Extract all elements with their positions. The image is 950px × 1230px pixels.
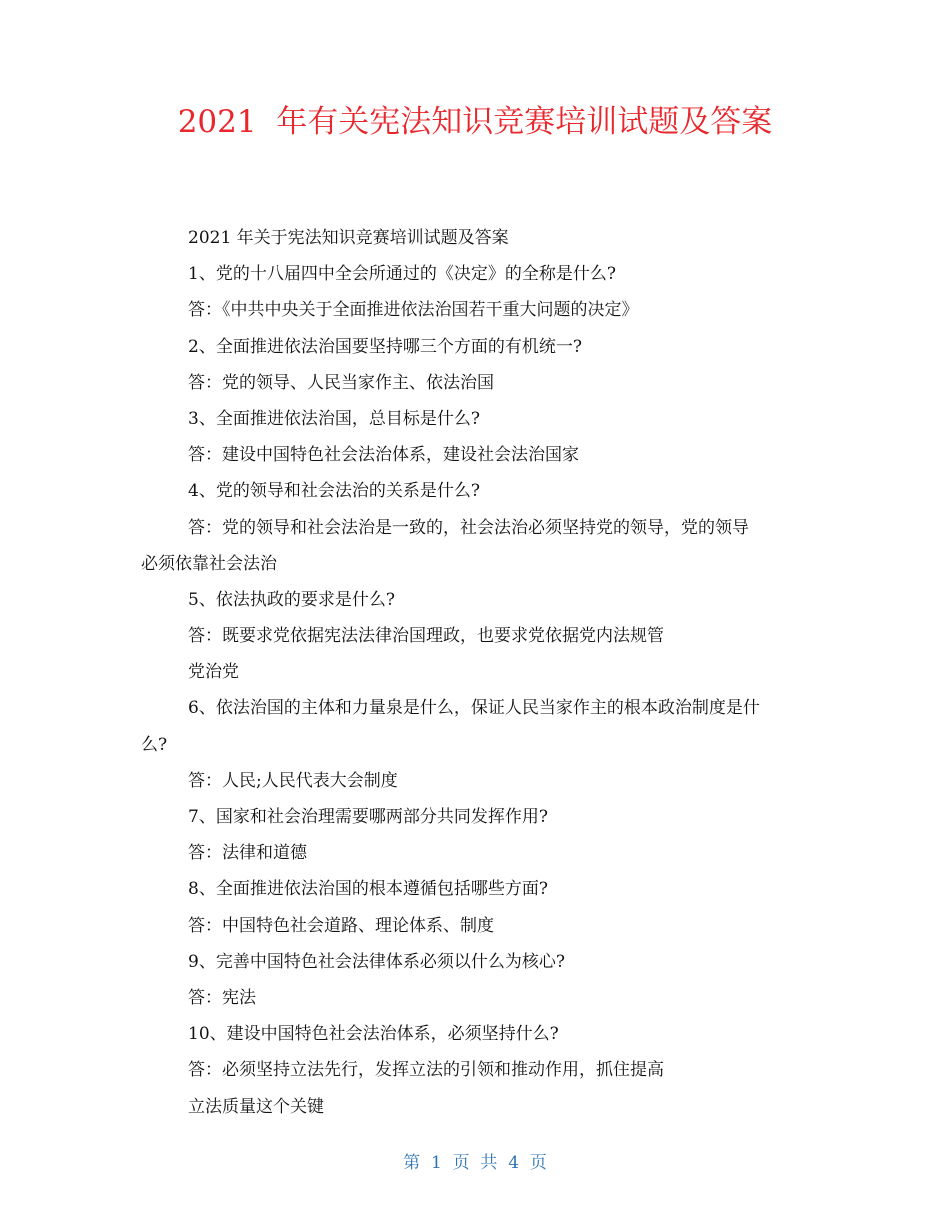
document-title: 2021 年有关宪法知识竞赛培训试题及答案 — [177, 104, 773, 140]
page-number: 第 1 页 共 4 页 — [403, 1153, 547, 1173]
text-line: 答：宪法 — [188, 987, 256, 1008]
text-line: 答：人民;人民代表大会制度 — [188, 770, 398, 791]
text-line: 答：建设中国特色社会法治体系，建设社会法治国家 — [188, 445, 579, 466]
text-line: 答：《中共中央关于全面推进依法治国若干重大问题的决定》 — [188, 300, 639, 321]
document-body — [141, 220, 821, 1125]
text-line: 答：必须坚持立法先行，发挥立法的引领和推动作用，抓住提高 — [188, 1060, 664, 1081]
text-line: 答：党的领导、人民当家作主、依法治国 — [188, 372, 494, 393]
text-line: 么? — [141, 734, 168, 755]
text-line: 7、国家和社会治理需要哪两部分共同发挥作用? — [188, 807, 548, 827]
text-line: 10、建设中国特色社会法治体系，必须坚持什么? — [188, 1024, 559, 1045]
text-line: 答：既要求党依据宪法法律治国理政，也要求党依据党内法规管 — [188, 626, 664, 647]
text-line: 答：党的领导和社会法治是一致的，社会法治必须坚持党的领导，党的领导 — [188, 517, 749, 538]
text-line: 9、完善中国特色社会法律体系必须以什么为核心? — [188, 951, 565, 972]
text-line: 1、党的十八届四中全会所通过的《决定》的全称是什么? — [188, 264, 616, 285]
text-line: 2、全面推进依法治国要坚持哪三个方面的有机统一? — [188, 336, 582, 357]
text-line: 答：中国特色社会道路、理论体系、制度 — [188, 915, 494, 936]
text-line: 2021 年关于宪法知识竞赛培训试题及答案 — [188, 228, 509, 248]
text-line: 党治党 — [188, 662, 239, 683]
text-line: 6、依法治国的主体和力量泉是什么，保证人民当家作主的根本政治制度是什 — [188, 698, 760, 719]
text-line: 3、全面推进依法治国，总目标是什么? — [188, 408, 480, 429]
text-line: 答：法律和道德 — [188, 843, 307, 864]
text-line: 8、全面推进依法治国的根本遵循包括哪些方面? — [188, 879, 548, 900]
text-line: 5、依法执政的要求是什么? — [188, 589, 395, 610]
text-line: 4、党的领导和社会法治的关系是什么? — [188, 481, 480, 502]
text-line: 必须依靠社会法治 — [141, 553, 277, 574]
text-line: 立法质量这个关键 — [188, 1096, 324, 1117]
